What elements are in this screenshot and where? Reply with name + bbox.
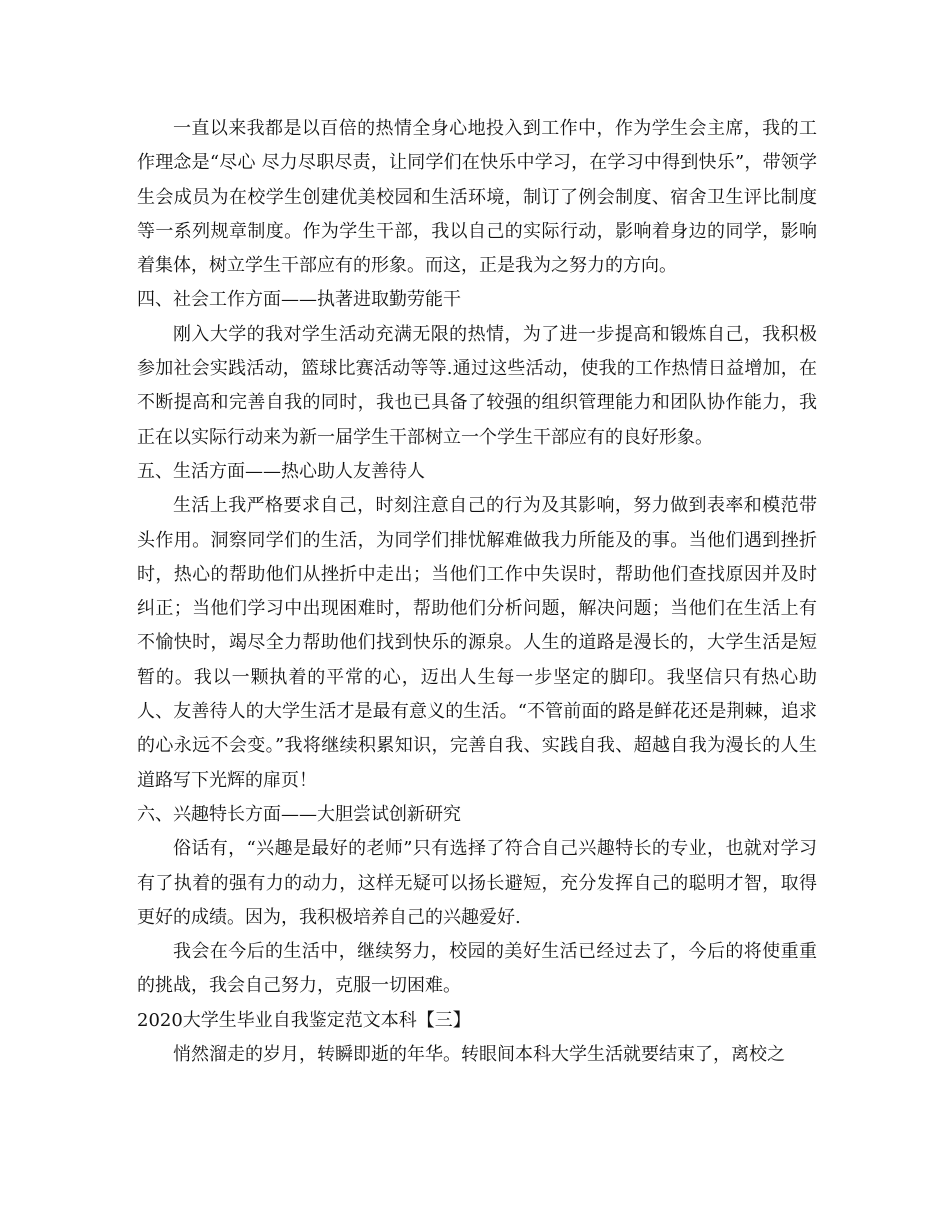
document-body xyxy=(137,112,817,1072)
paragraph-social-practice: 刚入大学的我对学生活动充满无限的热情，为了进一步提高和锻炼自己，我积极参加社会实践活动，篮球比赛活动等等.通过这些活动，使我的工作热情日益增加，在不断提高和完善自我的同时，我也已具备了较强的组织管理能力和团队协作能力，我正在以实际行动来为新一届学生干部树立一个学生干部应有的良好形象。 xyxy=(137,323,817,448)
section-heading-interests: 六、兴趣特长方面——大胆尝试创新研究 xyxy=(137,803,461,825)
paragraph-student-union-work: 一直以来我都是以百倍的热情全身心地投入到工作中，作为学生会主席，我的工作理念是“尽心 尽力尽职尽责，让同学们在快乐中学习，在学习中得到快乐”，带领学生会成员为在校学生创建优美校园和生活环境，制订了例会制度、宿舍卫生评比制度等一系列规章制度。作为学生干部，我以自己的实际行动，影响着身边的同学，影响着集体，树立学生干部应有的形象。而这，正是我为之努力的方向。 xyxy=(137,118,817,277)
section-heading-social-work: 四、社会工作方面——执著进取勤劳能干 xyxy=(137,289,461,311)
paragraph-sample-three-intro: 悄然溜走的岁月，转瞬即逝的年华。转眼间本科大学生活就要结束了，离校之 xyxy=(173,1044,785,1066)
paragraph-future-effort: 我会在今后的生活中，继续努力，校园的美好生活已经过去了，今后的将使重重的挑战，我会自己努力，克服一切困难。 xyxy=(137,941,817,997)
paragraph-interests: 俗话有，“兴趣是最好的老师”只有选择了符合自己兴趣特长的专业，也就对学习有了执着的强有力的动力，这样无疑可以扬长避短，充分发挥自己的聪明才智，取得更好的成绩。因为，我积极培养自己的兴趣爱好. xyxy=(137,838,817,928)
sample-title-three: 2020大学生毕业自我鉴定范文本科【三】 xyxy=(137,1009,471,1031)
section-heading-life: 五、生活方面——热心助人友善待人 xyxy=(137,460,425,482)
paragraph-helping-others: 生活上我严格要求自己，时刻注意自己的行为及其影响，努力做到表率和模范带头作用。洞察同学们的生活，为同学们排忧解难做我力所能及的事。当他们遇到挫折时，热心的帮助他们从挫折中走出；当他们工作中失误时，帮助他们查找原因并及时纠正；当他们学习中出现困难时，帮助他们分析问题，解决问题；当他们在生活上有不愉快时，竭尽全力帮助他们找到快乐的源泉。人生的道路是漫长的，大学生活是短暂的。我以一颗执着的平常的心，迈出人生每一步坚定的脚印。我坚信只有热心助人、友善待人的大学生活才是最有意义的生活。“不管前面的路是鲜花还是荆棘，追求的心永远不会变。”我将继续积累知识，完善自我、实践自我、超越自我为漫长的人生道路写下光辉的扉页！ xyxy=(137,495,817,791)
